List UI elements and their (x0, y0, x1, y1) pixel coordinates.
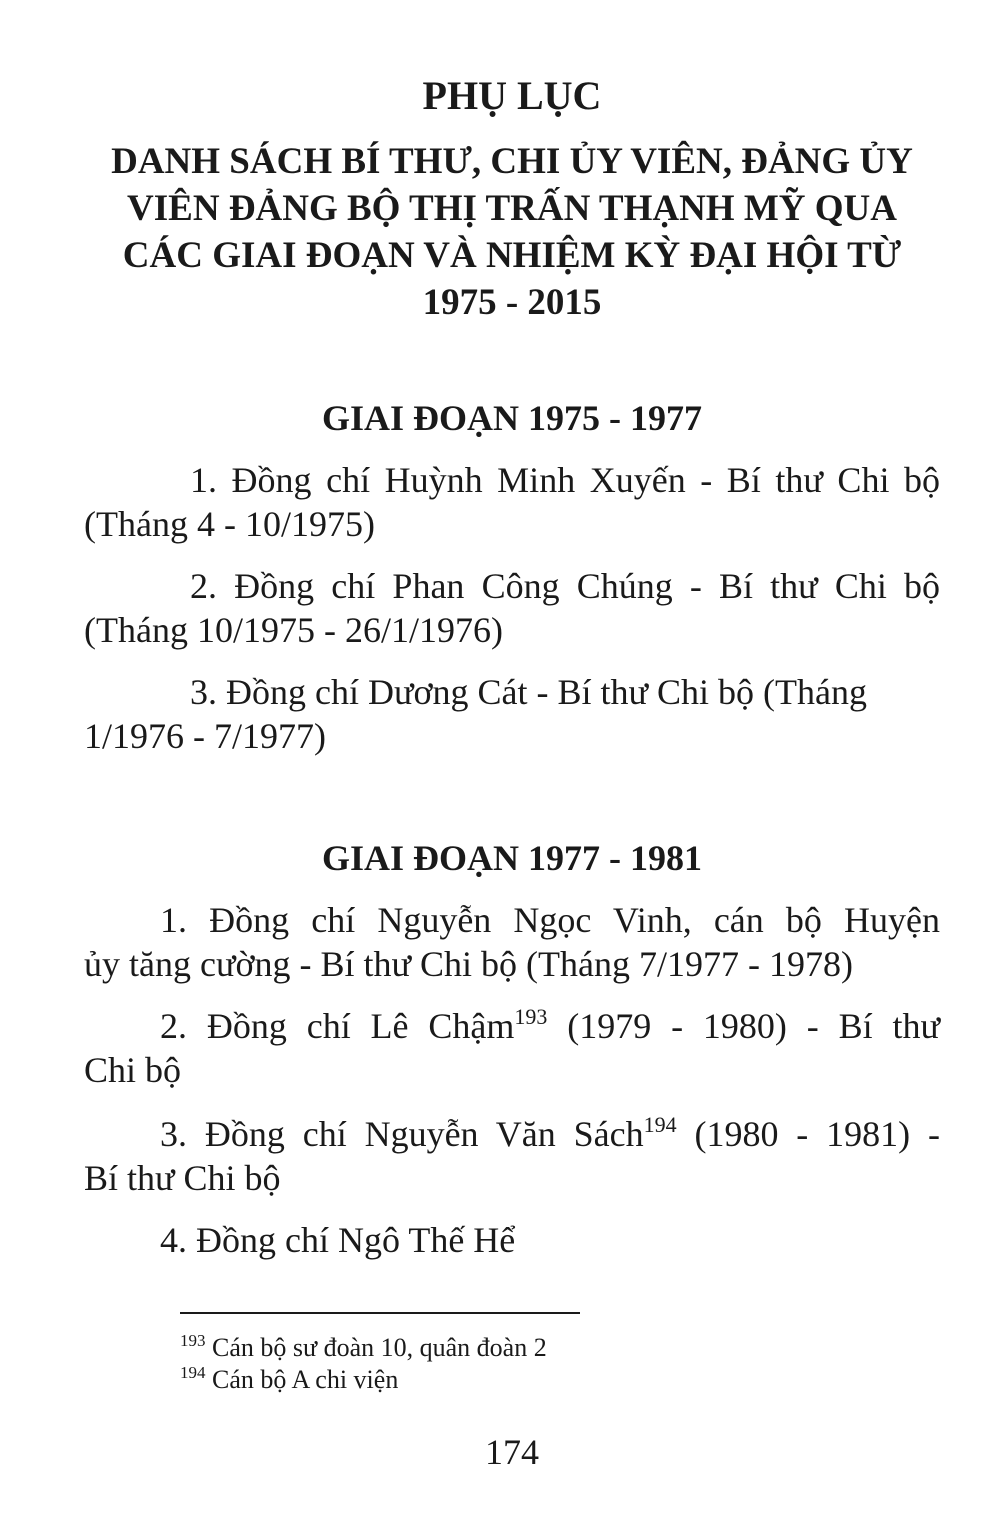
heading-line: 1975 - 2015 (422, 282, 602, 323)
footnote-194: $^{194}$ Cán bộ A chi viện (180, 1363, 399, 1394)
footnote-193: $^{193}$ Cán bộ sư đoàn 10, quân đoàn 2 (180, 1331, 547, 1362)
heading-line: DANH SÁCH BÍ THƯ, CHI ỦY VIÊN, ĐẢNG ỦY (111, 141, 913, 182)
list-item: 4. Đồng chí Ngô Thế Hể (160, 1220, 516, 1260)
footnote-divider (180, 1312, 580, 1314)
list-item: 2. Đồng chí Lê Chậm$^{193}$ (1979 - 1980) - Bí thư Chi bộ (84, 1004, 940, 1090)
entry-text: 2. Đồng chí Lê Chậm (160, 1006, 515, 1046)
heading-line: VIÊN ĐẢNG BỘ THỊ TRẤN THẠNH MỸ QUA (127, 188, 897, 229)
list-item: 3. Đồng chí Dương Cát - Bí thư Chi bộ (Tháng 1/1976 - 7/1977) (84, 672, 868, 756)
document-page (84, 0, 940, 1518)
footnote-ref-193[interactable]: 193 (514, 1004, 548, 1029)
section-heading-1975-1977: GIAI ĐOẠN 1975 - 1977 (321, 398, 702, 438)
section-heading-1977-1981: GIAI ĐOẠN 1977 - 1981 (321, 838, 702, 878)
entry-text: (1980 - 1981) - (676, 1114, 941, 1154)
footnote-ref-194[interactable]: 194 (643, 1112, 677, 1137)
document-heading (94, 138, 930, 326)
entry-text: 3. Đồng chí Nguyễn Văn Sách (160, 1114, 644, 1154)
appendix-title: PHỤ LỤC (422, 73, 602, 118)
entry-text: (1979 - 1980) - Bí thư (547, 1006, 940, 1046)
list-item: 3. Đồng chí Nguyễn Văn Sách$^{194}$ (1980 - 1981) - Bí thư Chi bộ (84, 1112, 941, 1198)
list-item: 2. Đồng chí Phan Công Chúng - Bí thư Chi bộ (Tháng 10/1975 - 26/1/1976) (84, 566, 940, 650)
heading-line: CÁC GIAI ĐOẠN VÀ NHIỆM KỲ ĐẠI HỘI TỪ (122, 235, 902, 276)
list-item: 1. Đồng chí Huỳnh Minh Xuyến - Bí thư Chi bộ (Tháng 4 - 10/1975) (84, 460, 940, 544)
list-item: 1. Đồng chí Nguyễn Ngọc Vinh, cán bộ Huyện ủy tăng cường - Bí thư Chi bộ (Tháng 7/1977 - 1978) (84, 900, 940, 984)
page-number: 174 (485, 1432, 539, 1472)
